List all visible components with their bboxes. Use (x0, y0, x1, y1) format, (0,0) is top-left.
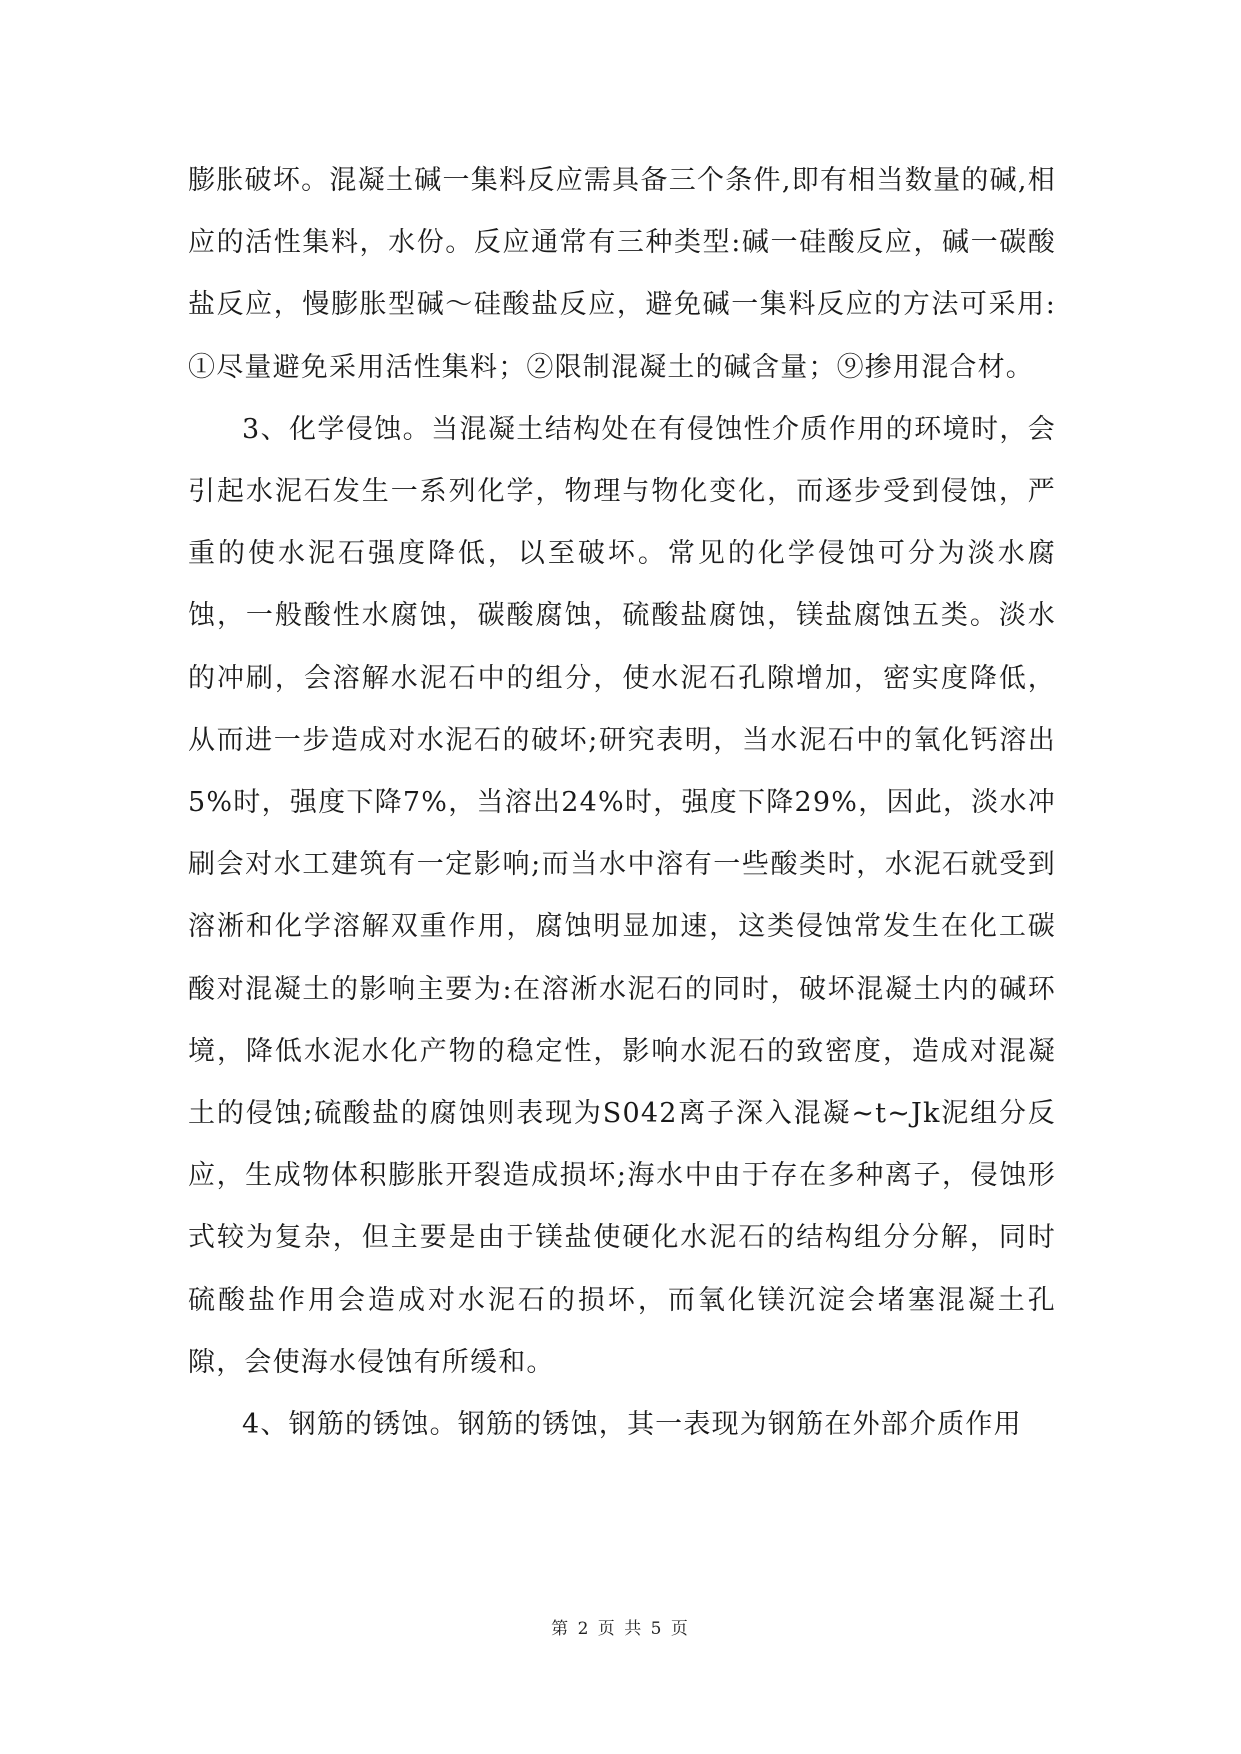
document-body (188, 150, 1056, 1456)
paragraph-chemical-erosion: 3、化学侵蚀。当混凝土结构处在有侵蚀性介质作用的环境时，会引起水泥石发生一系列化学，物理与物化变化，而逐步受到侵蚀，严重的使水泥石强度降低，以至破坏。常见的化学侵蚀可分为淡水腐蚀，一般酸性水腐蚀，碳酸腐蚀，硫酸盐腐蚀，镁盐腐蚀五类。淡水的冲刷，会溶解水泥石中的组分，使水泥石孔隙增加，密实度降低，从而进一步造成对水泥石的破坏;研究表明，当水泥石中的氧化钙溶出5%时，强度下降7%，当溶出24%时，强度下降29%，因此，淡水冲刷会对水工建筑有一定影响;而当水中溶有一些酸类时，水泥石就受到溶淅和化学溶解双重作用，腐蚀明显加速，这类侵蚀常发生在化工碳酸对混凝土的影响主要为:在溶淅水泥石的同时，破坏混凝土内的碱环境，降低水泥水化产物的稳定性，影响水泥石的致密度，造成对混凝土的侵蚀;硫酸盐的腐蚀则表现为S042离子深入混凝~t~Jk泥组分反应，生成物体积膨胀开裂造成损坏;海水中由于存在多种离子，侵蚀形式较为复杂，但主要是由于镁盐使硬化水泥石的结构组分分解，同时硫酸盐作用会造成对水泥石的损坏，而氧化镁沉淀会堵塞混凝土孔隙，会使海水侵蚀有所缓和。 (188, 413, 1056, 1378)
paragraph-rebar-corrosion: 4、钢筋的锈蚀。钢筋的锈蚀，其一表现为钢筋在外部介质作用 (242, 1409, 1022, 1441)
page-number-footer: 第 2 页 共 5 页 (551, 1619, 690, 1639)
paragraph-continuation: 膨胀破坏。混凝土碱一集料反应需具备三个条件,即有相当数量的碱,相应的活性集料，水份。反应通常有三种类型:碱一硅酸反应，碱一碳酸盐反应，慢膨胀型碱～硅酸盐反应，避免碱一集料反应的方法可采用:①尽量避免采用活性集料；②限制混凝土的碱含量；⑨掺用混合材。 (188, 165, 1056, 383)
